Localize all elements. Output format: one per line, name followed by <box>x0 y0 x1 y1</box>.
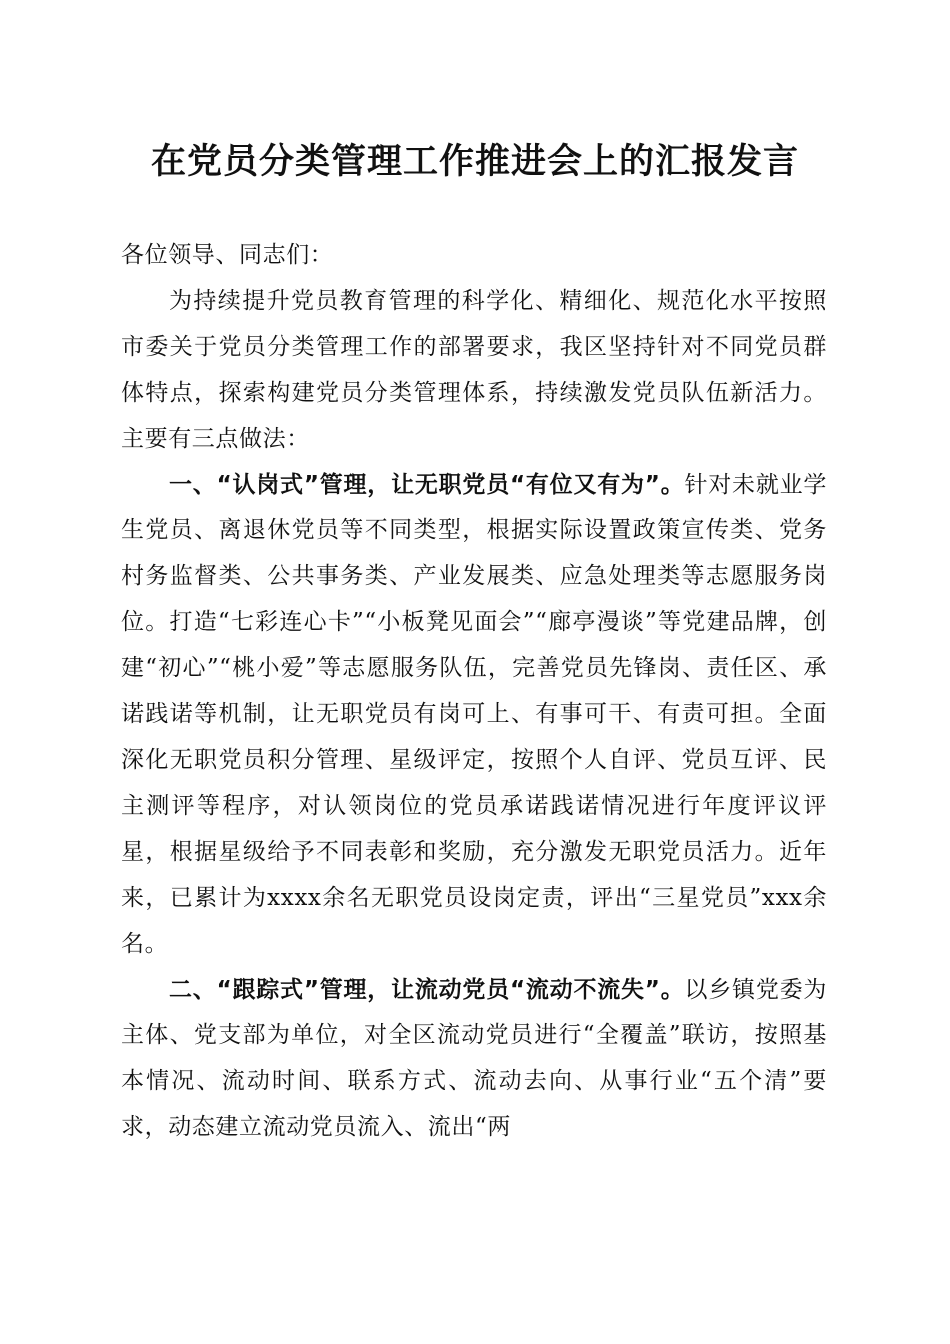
section-1-paragraph <box>121 463 827 968</box>
section-2-heading: 二、“跟踪式”管理，让流动党员“流动不流失”。 <box>169 976 685 1003</box>
intro-paragraph: 为持续提升党员教育管理的科学化、精细化、规范化水平按照市委关于党员分类管理工作的部署要求，我区坚持针对不同党员群体特点，探索构建党员分类管理体系，持续激发党员队伍新活力。主要有三点做法： <box>121 287 827 452</box>
section-1-heading: 一、“认岗式”管理，让无职党员“有位又有为”。 <box>169 471 685 498</box>
section-2-body: 以乡镇党委为主体、党支部为单位，对全区流动党员进行“全覆盖”联访，按照基本情况、流动时间、联系方式、流动去向、从事行业“五个清”要求，动态建立流动党员流入、流出“两 <box>121 976 827 1141</box>
document-title: 在党员分类管理工作推进会上的汇报发言 <box>150 141 799 182</box>
section-2-paragraph <box>121 968 827 1152</box>
document-body <box>121 233 827 1151</box>
salutation: 各位领导、同志们： <box>121 242 334 268</box>
section-1-body: 针对未就业学生党员、离退休党员等不同类型，根据实际设置政策宣传类、党务村务监督类、公共事务类、产业发展类、应急处理类等志愿服务岗位。打造“七彩连心卡”“小板凳见面会”“廊亭漫谈”等党建品牌，创建“初心”“桃小爱”等志愿服务队伍，完善党员先锋岗、责任区、承诺践诺等机制，让无职党员有岗可上、有事可干、有责可担。全面深化无职党员积分管理、星级评定，按照个人自评、党员互评、民主测评等程序，对认领岗位的党员承诺践诺情况进行年度评议评星，根据星级给予不同表彰和奖励，充分激发无职党员活力。近年来，已累计为xxxx余名无职党员设岗定责，评出“三星党员”xxx余名。 <box>121 471 827 957</box>
